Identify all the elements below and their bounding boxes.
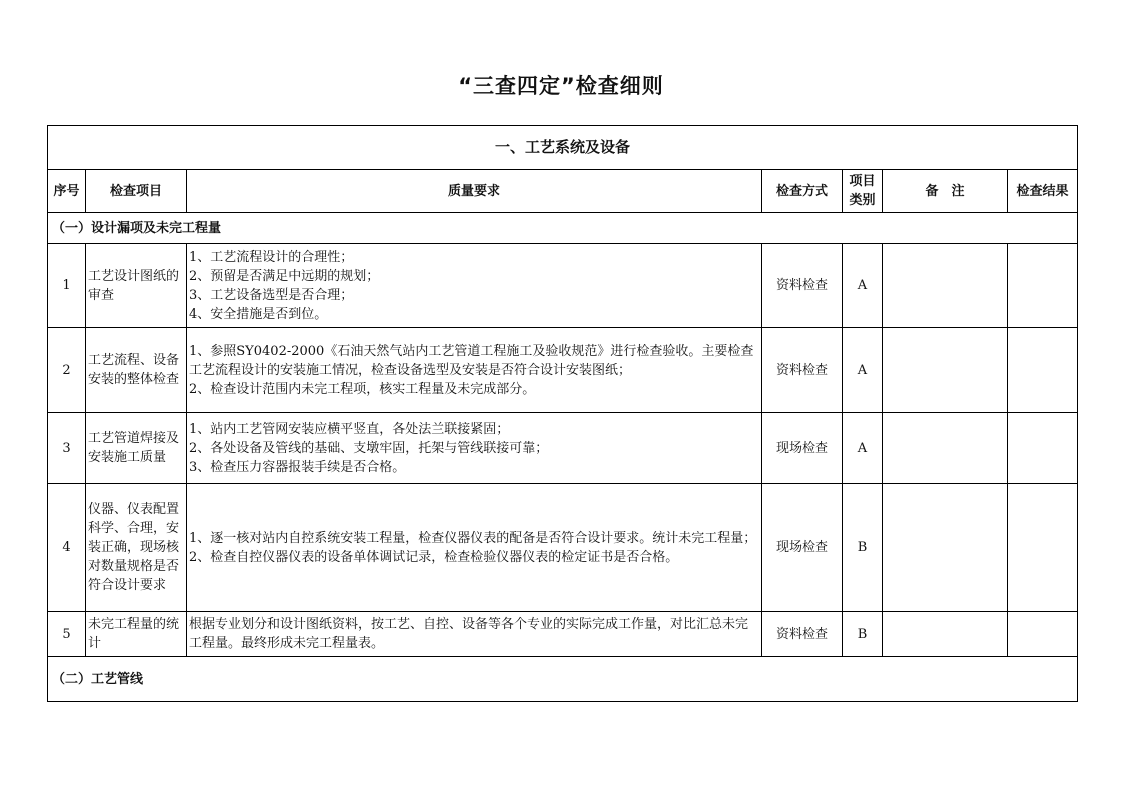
row-requirements (187, 612, 762, 657)
requirement-line: 4、安全措施是否到位。 (189, 306, 328, 322)
row-no: 4 (48, 484, 86, 612)
header-no: 序号 (48, 170, 86, 213)
header-item: 检查项目 (86, 170, 187, 213)
row-item: 工艺设计图纸的审查 (86, 244, 187, 328)
row-result (1008, 328, 1078, 413)
header-result: 检查结果 (1008, 170, 1078, 213)
row-method: 现场检查 (762, 413, 843, 484)
header-remark: 备 注 (883, 170, 1008, 213)
row-category: B (843, 484, 883, 612)
row-item: 工艺管道焊接及安装施工质量 (86, 413, 187, 484)
row-result (1008, 612, 1078, 657)
group-label: （二）工艺管线 (48, 657, 1078, 702)
header-method: 检查方式 (762, 170, 843, 213)
row-item: 工艺流程、设备安装的整体检查 (86, 328, 187, 413)
row-remark (883, 612, 1008, 657)
row-method: 资料检查 (762, 328, 843, 413)
group-label: （一）设计漏项及未完工程量 (48, 213, 1078, 244)
row-no: 5 (48, 612, 86, 657)
table-row (48, 244, 1078, 328)
table-row (48, 328, 1078, 413)
row-requirements (187, 244, 762, 328)
row-method: 现场检查 (762, 484, 843, 612)
header-category: 项目类别 (843, 170, 883, 213)
requirement-line: 1、参照SY0402-2000《石油天然气站内工艺管道工程施工及验收规范》进行检查验收。主要检查工艺流程设计的安装施工情况，检查设备选型及安装是否符合设计安装图纸； (189, 343, 754, 378)
row-requirements (187, 413, 762, 484)
table-row (48, 413, 1078, 484)
requirement-line: 2、检查自控仪器仪表的设备单体调试记录，检查检验仪器仪表的检定证书是否合格。 (189, 549, 679, 565)
row-remark (883, 413, 1008, 484)
row-remark (883, 484, 1008, 612)
row-result (1008, 484, 1078, 612)
row-remark (883, 244, 1008, 328)
requirement-line: 2、预留是否满足中远期的规划； (189, 268, 380, 284)
page-title: “三查四定”检查细则 (458, 74, 664, 98)
row-category: A (843, 413, 883, 484)
table-row (48, 612, 1078, 657)
requirement-line: 根据专业划分和设计图纸资料，按工艺、自控、设备等各个专业的实际完成工作量，对比汇总未完工程量。最终形成未完工程量表。 (189, 617, 749, 651)
row-category: B (843, 612, 883, 657)
requirement-line: 3、工艺设备选型是否合理； (189, 287, 354, 303)
requirement-line: 3、检查压力容器报装手续是否合格。 (189, 459, 406, 475)
requirement-line: 1、站内工艺管网安装应横平竖直，各处法兰联接紧固； (189, 421, 510, 437)
row-category: A (843, 328, 883, 413)
section-title: 一、工艺系统及设备 (48, 126, 1078, 170)
row-item: 仪器、仪表配置科学、合理，安装正确，现场核对数量规格是否符合设计要求 (86, 484, 187, 612)
row-no: 3 (48, 413, 86, 484)
row-result (1008, 244, 1078, 328)
row-requirements (187, 328, 762, 413)
row-remark (883, 328, 1008, 413)
header-row (48, 170, 1078, 213)
row-category: A (843, 244, 883, 328)
header-requirements: 质量要求 (187, 170, 762, 213)
group-row (48, 213, 1078, 244)
row-result (1008, 413, 1078, 484)
row-no: 1 (48, 244, 86, 328)
row-item: 未完工程量的统计 (86, 612, 187, 657)
requirement-line: 1、逐一核对站内自控系统安装工程量，检查仪器仪表的配备是否符合设计要求。统计未完工程量； (189, 530, 757, 546)
requirement-line: 2、检查设计范围内未完工程项，核实工程量及未完成部分。 (189, 381, 536, 397)
requirement-line: 1、工艺流程设计的合理性； (189, 249, 354, 265)
row-no: 2 (48, 328, 86, 413)
group-row (48, 657, 1078, 702)
row-method: 资料检查 (762, 612, 843, 657)
inspection-table (47, 125, 1078, 702)
row-requirements (187, 484, 762, 612)
row-method: 资料检查 (762, 244, 843, 328)
section-title-row (48, 126, 1078, 170)
requirement-line: 2、各处设备及管线的基础、支墩牢固，托架与管线联接可靠； (189, 440, 549, 456)
table-row (48, 484, 1078, 612)
